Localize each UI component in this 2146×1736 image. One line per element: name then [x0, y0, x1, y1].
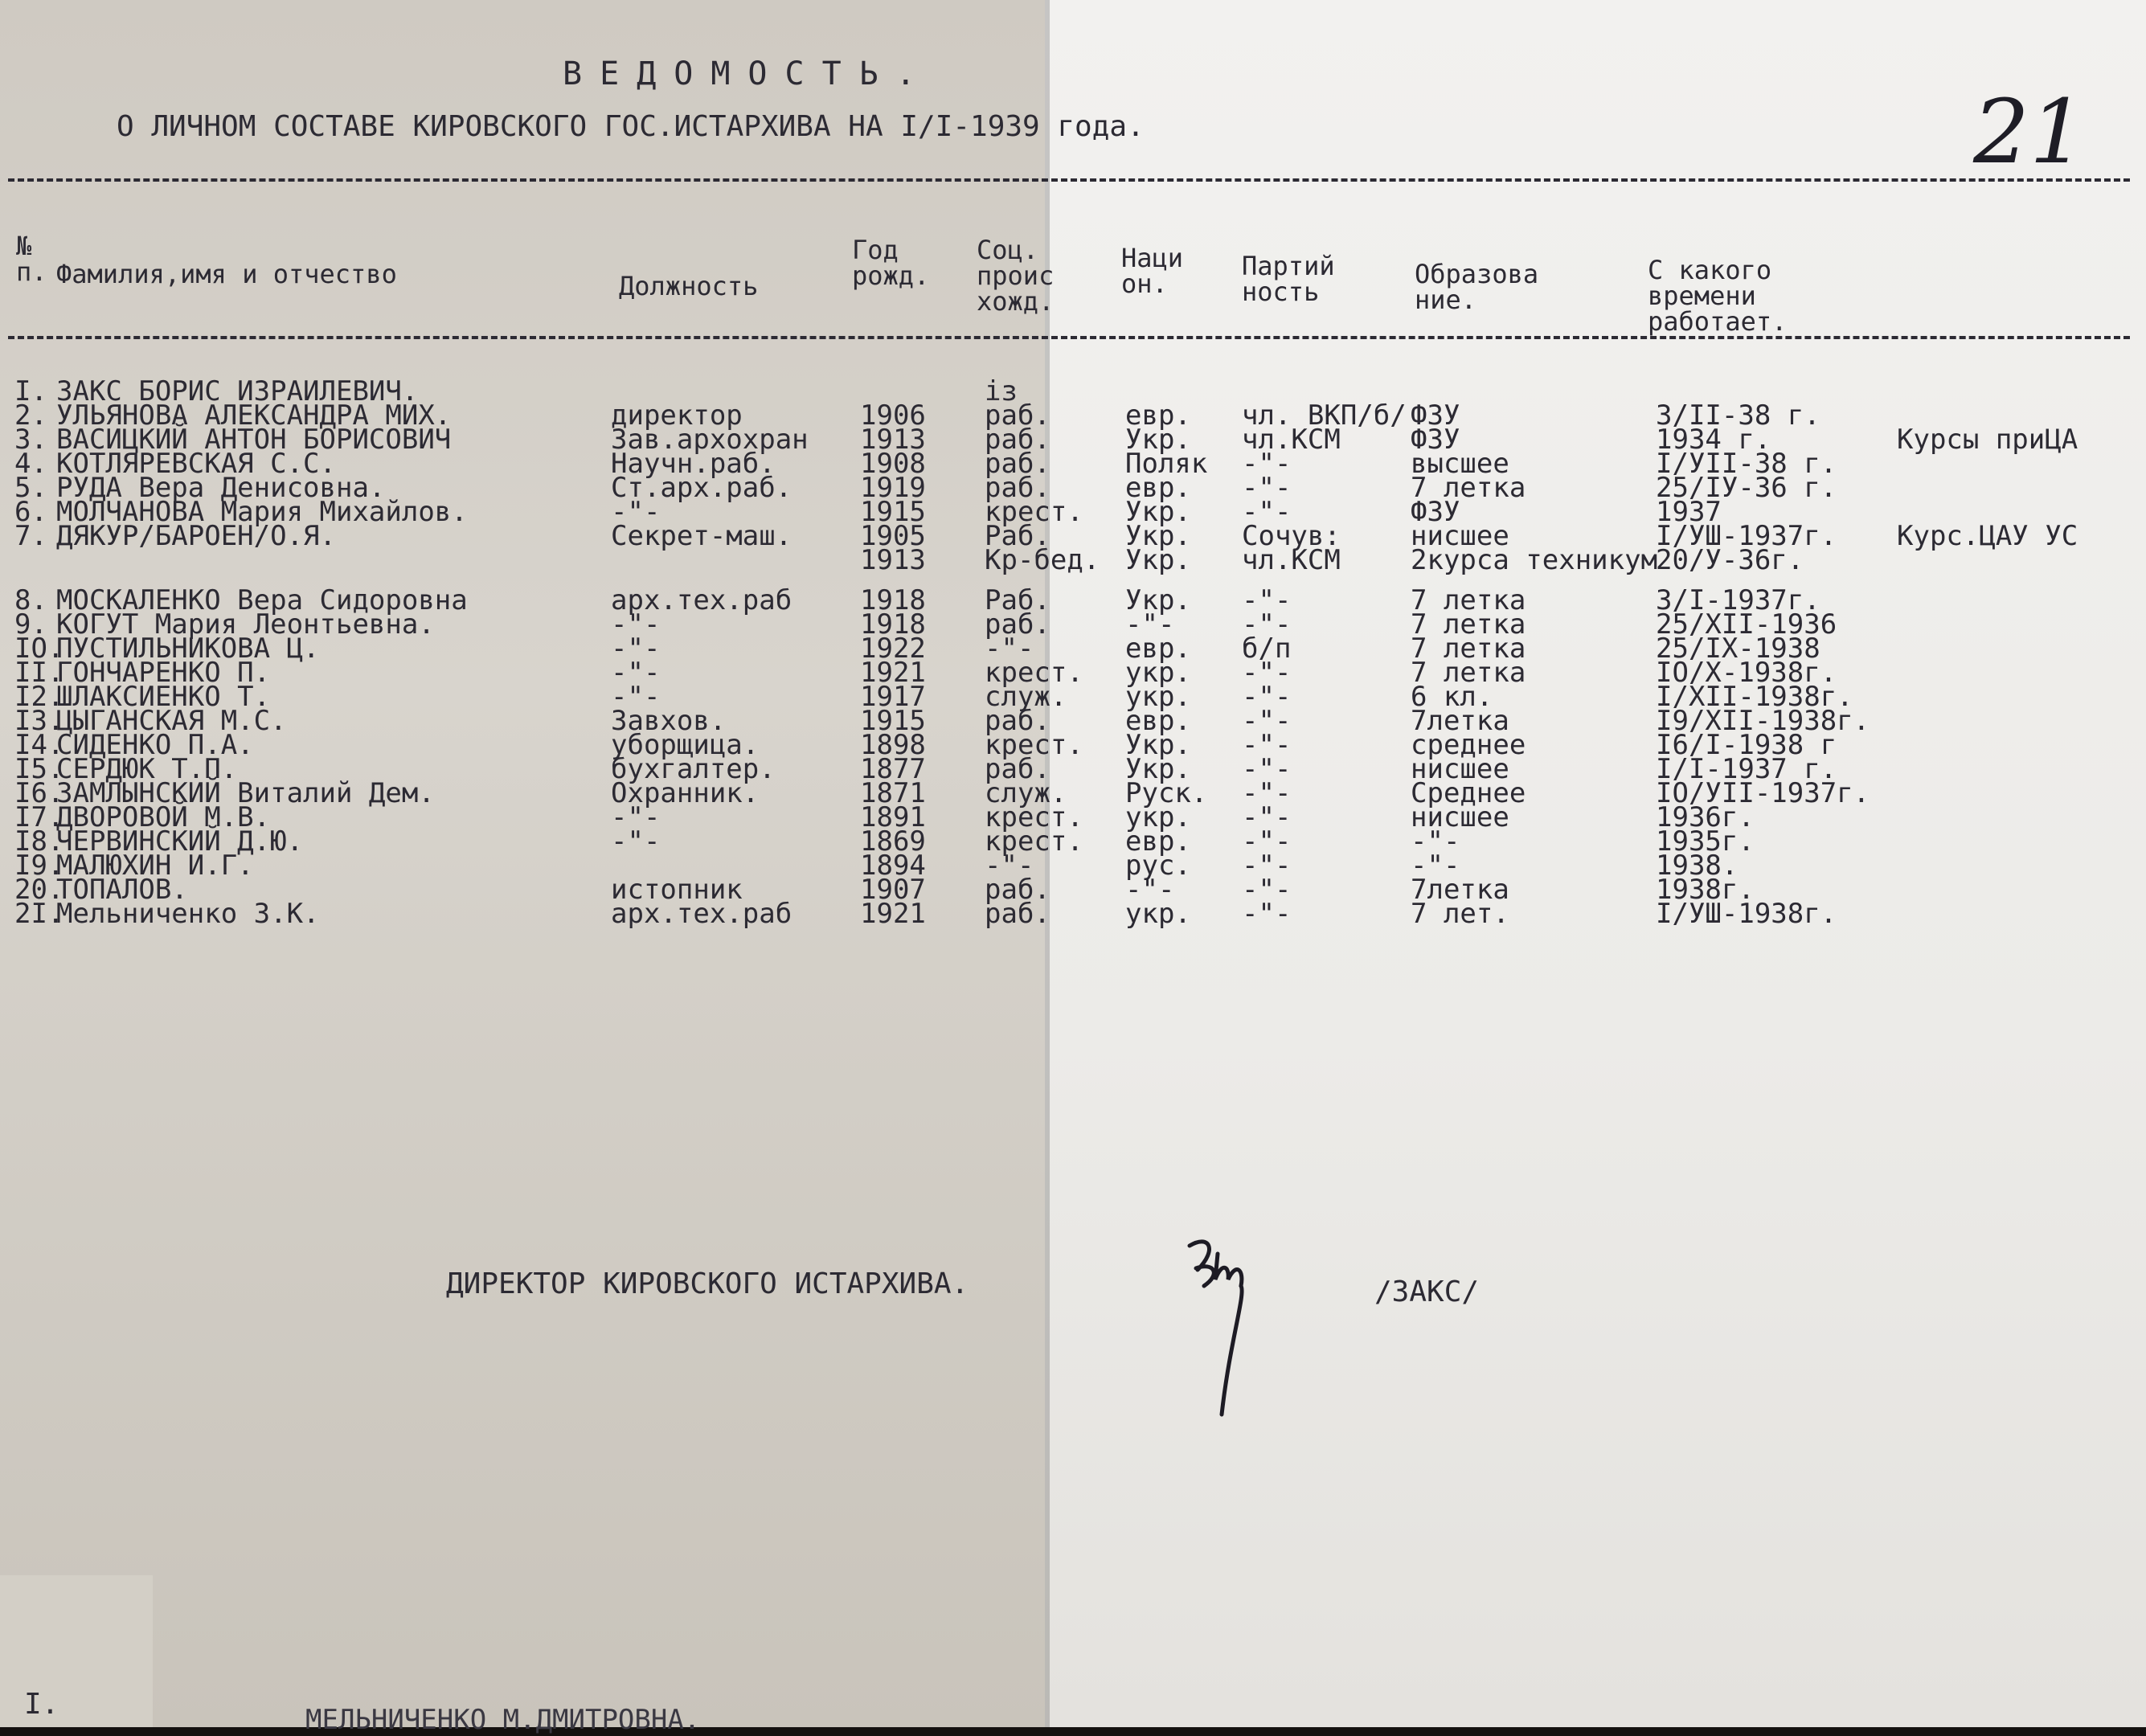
- cell-social: раб.: [985, 448, 1050, 480]
- cell-position: -"-: [611, 633, 661, 665]
- cell-num: I2.: [14, 681, 64, 713]
- cell-position: Научн.раб.: [611, 448, 776, 480]
- cell-birth: 1915: [860, 496, 926, 528]
- cell-num: 2.: [14, 399, 47, 432]
- cell-position: Ст.арх.раб.: [611, 472, 792, 504]
- cell-birth: 1869: [860, 825, 926, 858]
- cell-position: бухгалтер.: [611, 753, 776, 785]
- cell-social: раб.: [985, 424, 1050, 456]
- cell-party: -"-: [1242, 496, 1292, 528]
- cell-nation: евр.: [1125, 633, 1191, 665]
- cell-party: -"-: [1242, 825, 1292, 858]
- cell-name: КОТЛЯРЕВСКАЯ С.С.: [56, 448, 336, 480]
- cell-party: б/п: [1242, 633, 1292, 665]
- header-birth: Год рожд.: [852, 235, 930, 291]
- cell-position: арх.тех.раб: [611, 898, 792, 930]
- cell-nation: -"-: [1125, 608, 1175, 641]
- cell-social: раб.: [985, 399, 1050, 432]
- cell-nation: Укр.: [1125, 424, 1191, 456]
- cell-position: -"-: [611, 825, 661, 858]
- cell-position: -"-: [611, 657, 661, 689]
- cell-party: -"-: [1242, 753, 1292, 785]
- cell-position: -"-: [611, 801, 661, 833]
- cell-num: I8.: [14, 825, 64, 858]
- cell-position: уборщица.: [611, 729, 760, 761]
- paper-sheet-right: [1045, 0, 2146, 1727]
- cell-education: 7 лет.: [1411, 898, 1509, 930]
- cell-social: крест.: [985, 657, 1083, 689]
- cell-birth: 1913: [860, 544, 926, 576]
- cell-name: ЦЫГАНСКАЯ М.С.: [56, 705, 287, 737]
- header-nation: Наци он.: [1121, 243, 1184, 299]
- cell-num: 20.: [14, 874, 64, 906]
- cell-birth: 1908: [860, 448, 926, 480]
- cell-education: -"-: [1411, 850, 1460, 882]
- cell-education: среднее: [1411, 729, 1526, 761]
- cell-social: -"-: [985, 850, 1034, 882]
- cell-nation: евр.: [1125, 399, 1191, 432]
- cell-name: МАЛЮХИН И.Г.: [56, 850, 254, 882]
- cell-name: МОЛЧАНОВА Мария Михайлов.: [56, 496, 468, 528]
- cell-party: -"-: [1242, 801, 1292, 833]
- cell-birth: 1894: [860, 850, 926, 882]
- cell-since: I/УII-38 г.: [1656, 448, 1837, 480]
- cell-education: 7 летка: [1411, 608, 1526, 641]
- cell-social: раб.: [985, 898, 1050, 930]
- cell-party: -"-: [1242, 850, 1292, 882]
- cell-education: Среднее: [1411, 777, 1526, 809]
- cell-num: 6.: [14, 496, 47, 528]
- cell-num: 3.: [14, 424, 47, 456]
- cell-social: раб.: [985, 705, 1050, 737]
- cell-education: высшее: [1411, 448, 1509, 480]
- cell-social: Раб.: [985, 584, 1050, 616]
- cell-name: ДЯКУР/БАРОЕН/О.Я.: [56, 520, 336, 552]
- cell-party: чл. ВКП/б/: [1242, 399, 1407, 432]
- cell-since: IO/УII-1937г.: [1656, 777, 1870, 809]
- cell-num: I6.: [14, 777, 64, 809]
- document-subtitle: О ЛИЧНОМ СОСТАВЕ КИРОВСКОГО ГОС.ИСТАРХИВА НА I/I-1939 года.: [117, 110, 1145, 143]
- cell-birth: 1871: [860, 777, 926, 809]
- cell-position: -"-: [611, 496, 661, 528]
- cell-num: 5.: [14, 472, 47, 504]
- cell-birth: 1891: [860, 801, 926, 833]
- cell-nation: евр.: [1125, 472, 1191, 504]
- cell-nation: евр.: [1125, 705, 1191, 737]
- cell-since: 1934 г.: [1656, 424, 1771, 456]
- cell-since: 25/IУ-36 г.: [1656, 472, 1837, 504]
- paper-scrap: [0, 1575, 153, 1727]
- cell-since: 25/ХII-1936: [1656, 608, 1837, 641]
- cell-name: РУДА Вера Денисовна.: [56, 472, 386, 504]
- scrap-text: I.: [24, 1688, 59, 1721]
- cell-social: крест.: [985, 729, 1083, 761]
- cell-since: 1937: [1656, 496, 1722, 528]
- cell-note: Курс.ЦАУ УС: [1897, 520, 2078, 552]
- cell-education: нисшее: [1411, 520, 1509, 552]
- cell-social: крест.: [985, 496, 1083, 528]
- cell-position: -"-: [611, 681, 661, 713]
- cell-since: I/УШ-1937г.: [1656, 520, 1837, 552]
- signer-name: /ЗАКС/: [1374, 1275, 1480, 1308]
- cell-party: -"-: [1242, 898, 1292, 930]
- cell-nation: Укр.: [1125, 584, 1191, 616]
- cell-party: Сочув:: [1242, 520, 1341, 552]
- cell-nation: Поляк: [1125, 448, 1208, 480]
- cell-since: 3/I-1937г.: [1656, 584, 1820, 616]
- cell-education: 7 летка: [1411, 472, 1526, 504]
- cell-party: -"-: [1242, 681, 1292, 713]
- cell-birth: 1907: [860, 874, 926, 906]
- header-social: Соц. проис хожд.: [977, 235, 1055, 317]
- cell-num: I7.: [14, 801, 64, 833]
- cell-nation: Укр.: [1125, 729, 1191, 761]
- signature: [1173, 1230, 1334, 1431]
- cell-education: 7летка: [1411, 705, 1509, 737]
- cell-party: -"-: [1242, 874, 1292, 906]
- cell-party: -"-: [1242, 777, 1292, 809]
- cell-since: I/I-1937 г.: [1656, 753, 1837, 785]
- cell-name: ТОПАЛОВ.: [56, 874, 188, 906]
- cell-name: ДВОРОВОЙ М.В.: [56, 801, 271, 833]
- cell-since: 1938.: [1656, 850, 1739, 882]
- cell-nation: Укр.: [1125, 753, 1191, 785]
- rule-header: [8, 336, 2130, 339]
- cell-party: -"-: [1242, 705, 1292, 737]
- cell-name: МОСКАЛЕНКО Вера Сидоровна: [56, 584, 468, 616]
- cell-nation: рус.: [1125, 850, 1191, 882]
- cell-birth: 1917: [860, 681, 926, 713]
- cell-since: IO/Х-1938г.: [1656, 657, 1837, 689]
- cell-num: I9.: [14, 850, 64, 882]
- cell-name: ПУСТИЛЬНИКОВА Ц.: [56, 633, 320, 665]
- cell-name: ГОНЧАРЕНКО П.: [56, 657, 271, 689]
- cell-education: 2курса техникум: [1411, 544, 1658, 576]
- cell-position: директор: [611, 399, 743, 432]
- cell-num: IO.: [14, 633, 64, 665]
- cell-position: арх.тех.раб: [611, 584, 792, 616]
- cell-position: Охранник.: [611, 777, 760, 809]
- cell-birth: 1922: [860, 633, 926, 665]
- cell-since: 20/У-36г.: [1656, 544, 1804, 576]
- cell-note: Курсы приЦА: [1897, 424, 2078, 456]
- cell-nation: -"-: [1125, 874, 1175, 906]
- cell-party: чл.КСМ: [1242, 424, 1341, 456]
- cell-birth: 1919: [860, 472, 926, 504]
- cell-since: I/ХII-1938г.: [1656, 681, 1853, 713]
- signer-title: ДИРЕКТОР КИРОВСКОГО ИСТАРХИВА.: [446, 1267, 969, 1300]
- cell-education: 7 летка: [1411, 633, 1526, 665]
- cell-education: ФЗУ: [1411, 424, 1460, 456]
- cell-social: Раб.: [985, 520, 1050, 552]
- cell-num: II.: [14, 657, 64, 689]
- cell-birth: 1905: [860, 520, 926, 552]
- cell-birth: 1918: [860, 608, 926, 641]
- cell-name: УЛЬЯНОВА АЛЕКСАНДРА МИХ.: [56, 399, 452, 432]
- header-education: Образова ние.: [1415, 259, 1539, 315]
- cell-birth: 1906: [860, 399, 926, 432]
- cell-nation: укр.: [1125, 898, 1191, 930]
- cell-num: I.: [14, 375, 47, 407]
- cell-num: 8.: [14, 584, 47, 616]
- cell-num: I3.: [14, 705, 64, 737]
- cell-name: ЗАМЛЫНСКИЙ Виталий Дем.: [56, 777, 435, 809]
- cell-social: -"-: [985, 633, 1034, 665]
- cell-social: раб.: [985, 472, 1050, 504]
- cell-birth: 1921: [860, 657, 926, 689]
- cell-since: 1935г.: [1656, 825, 1755, 858]
- cell-party: чл.КСМ: [1242, 544, 1341, 576]
- cell-education: нисшее: [1411, 801, 1509, 833]
- cell-name: Мельниченко З.К.: [56, 898, 320, 930]
- cell-education: ФЗУ: [1411, 496, 1460, 528]
- cell-num: 9.: [14, 608, 47, 641]
- cell-position: истопник: [611, 874, 743, 906]
- page-number: 21: [1973, 80, 2086, 183]
- header-party: Партий ность: [1242, 251, 1335, 307]
- cell-social: крест.: [985, 801, 1083, 833]
- cell-education: -"-: [1411, 825, 1460, 858]
- cell-position: Секрет-маш.: [611, 520, 792, 552]
- header-since: С какого времени работает.: [1648, 255, 1788, 337]
- cell-num: I4.: [14, 729, 64, 761]
- cell-position: Завхов.: [611, 705, 727, 737]
- cell-num: 4.: [14, 448, 47, 480]
- cell-nation: укр.: [1125, 801, 1191, 833]
- cell-nation: Укр.: [1125, 520, 1191, 552]
- cell-since: 3/II-38 г.: [1656, 399, 1820, 432]
- header-name: Фамилия,имя и отчество: [56, 259, 397, 289]
- cell-since: I9/ХII-1938г.: [1656, 705, 1870, 737]
- cell-education: ФЗУ: [1411, 399, 1460, 432]
- header-num: № п.: [16, 231, 47, 287]
- cell-birth: 1915: [860, 705, 926, 737]
- cell-party: -"-: [1242, 657, 1292, 689]
- cell-social: служ.: [985, 777, 1067, 809]
- cell-party: -"-: [1242, 608, 1292, 641]
- cell-position: Зав.архохран: [611, 424, 809, 456]
- cell-num: 7.: [14, 520, 47, 552]
- cell-since: 1938г.: [1656, 874, 1755, 906]
- rule-top: [8, 178, 2130, 182]
- cell-name: СЕРДЮК Т.П.: [56, 753, 238, 785]
- cell-since: I6/I-1938 г: [1656, 729, 1837, 761]
- cell-party: -"-: [1242, 729, 1292, 761]
- cell-position: -"-: [611, 608, 661, 641]
- cell-nation: укр.: [1125, 657, 1191, 689]
- cell-education: 7 летка: [1411, 657, 1526, 689]
- cell-nation: евр.: [1125, 825, 1191, 858]
- cell-birth: 1877: [860, 753, 926, 785]
- cell-social: раб.: [985, 753, 1050, 785]
- cell-since: 1936г.: [1656, 801, 1755, 833]
- cell-birth: 1913: [860, 424, 926, 456]
- cell-name: ЧЕРВИНСКИЙ Д.Ю.: [56, 825, 304, 858]
- cell-party: -"-: [1242, 584, 1292, 616]
- cell-name: СИДЕНКО П.А.: [56, 729, 254, 761]
- cut-off-text: МЕЛЬНИЧЕНКО М.ДМИТРОВНА.: [305, 1704, 701, 1736]
- cell-education: 7 летка: [1411, 584, 1526, 616]
- cell-since: I/УШ-1938г.: [1656, 898, 1837, 930]
- cell-social: iз: [985, 375, 1018, 407]
- cell-since: 25/IХ-1938: [1656, 633, 1820, 665]
- cell-name: КОГУТ Мария Леонтьевна.: [56, 608, 435, 641]
- cell-nation: Руск.: [1125, 777, 1208, 809]
- cell-name: ШЛАКСИЕНКО Т.: [56, 681, 271, 713]
- cell-nation: Укр.: [1125, 496, 1191, 528]
- cell-name: ВАСИЦКИЙ АНТОН БОРИСОВИЧ: [56, 424, 452, 456]
- cell-education: 7летка: [1411, 874, 1509, 906]
- cell-education: нисшее: [1411, 753, 1509, 785]
- cell-birth: 1898: [860, 729, 926, 761]
- cell-social: раб.: [985, 874, 1050, 906]
- cell-party: -"-: [1242, 448, 1292, 480]
- cell-social: Кр-бед.: [985, 544, 1100, 576]
- document-title: ВЕДОМОСТЬ.: [563, 55, 933, 92]
- cell-birth: 1921: [860, 898, 926, 930]
- cell-name: ЗАКС БОРИС ИЗРАИЛЕВИЧ.: [56, 375, 419, 407]
- cell-num: 2I.: [14, 898, 64, 930]
- cell-social: раб.: [985, 608, 1050, 641]
- cell-birth: 1918: [860, 584, 926, 616]
- cell-nation: укр.: [1125, 681, 1191, 713]
- cell-education: 6 кл.: [1411, 681, 1493, 713]
- cell-nation: Укр.: [1125, 544, 1191, 576]
- cell-social: служ.: [985, 681, 1067, 713]
- header-position: Должность: [619, 271, 759, 301]
- cell-social: крест.: [985, 825, 1083, 858]
- cell-party: -"-: [1242, 472, 1292, 504]
- cell-num: I5.: [14, 753, 64, 785]
